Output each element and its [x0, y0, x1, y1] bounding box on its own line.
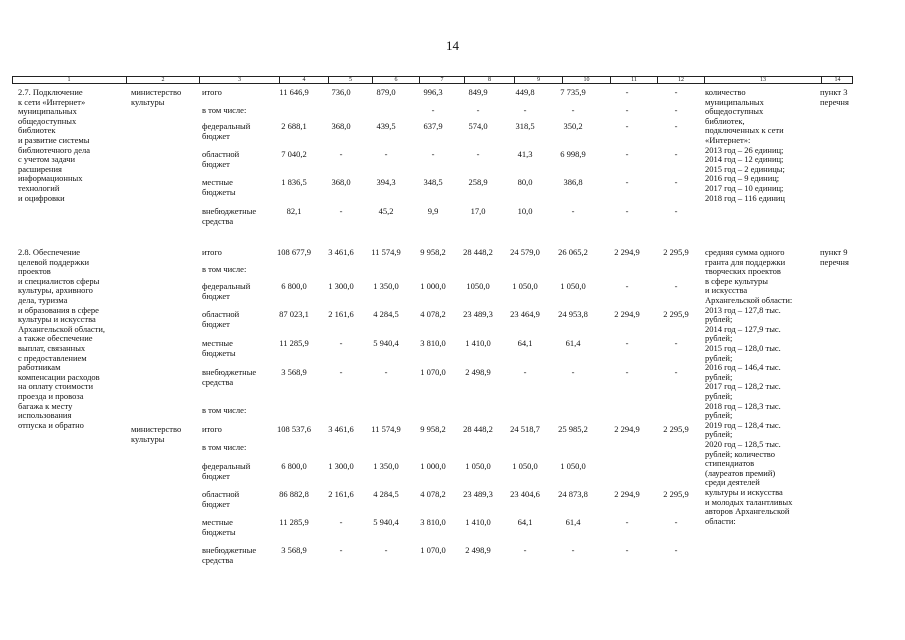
activity-description-line: библиотек [18, 125, 56, 136]
indicator-line: (лауреатов премий) [705, 467, 776, 478]
funding-value-cell: 1 050,0 [512, 281, 538, 291]
funding-value-cell: - [674, 105, 678, 115]
indicator-line: авторов Архангельской [705, 506, 790, 517]
activity-description-line: на оплату стоимости [18, 381, 94, 392]
funding-source-label: бюджет [202, 290, 230, 301]
funding-value-cell: 5 940,4 [373, 338, 399, 348]
indicator-line: 2020 год – 128,5 тыс. [705, 439, 781, 449]
activity-description-line: выплат, связанных [18, 343, 86, 353]
funding-value-cell: 10,0 [517, 206, 533, 216]
funding-value-cell: 2 294,9 [614, 309, 640, 319]
funding-value-cell: 11 285,9 [279, 338, 309, 348]
column-number-3: 3 [199, 77, 279, 83]
funding-value-cell: - [339, 206, 343, 216]
activity-description-line: проезда и провоза [18, 391, 84, 401]
funding-value-cell: 996,3 [423, 87, 443, 97]
funding-value-cell: 28 448,2 [463, 247, 493, 257]
funding-value-cell: 4 078,2 [420, 489, 446, 499]
funding-value-cell: 23 464,9 [510, 309, 540, 319]
funding-value-cell: 879,0 [376, 87, 396, 97]
funding-value-cell: - [571, 105, 575, 115]
funding-source-label: местные [202, 177, 233, 187]
funding-value-cell: - [384, 149, 388, 159]
funding-value-cell: 11 574,9 [371, 247, 401, 257]
column-number-5: 5 [328, 77, 372, 83]
funding-value-cell: 1 410,0 [465, 338, 491, 348]
executor-line: культуры [131, 96, 165, 107]
funding-value-cell: 2 295,9 [663, 489, 689, 499]
funding-source-label: итого [202, 247, 222, 257]
funding-value-cell: 41,3 [517, 149, 533, 159]
funding-value-cell: 3 568,9 [281, 545, 307, 555]
indicator-line: среди деятелей [705, 477, 760, 488]
activity-description-line: использования [18, 410, 72, 421]
funding-value-cell: - [339, 545, 343, 555]
funding-value-cell: - [625, 545, 629, 555]
funding-value-cell: 368,0 [331, 121, 351, 131]
funding-value-cell: 1 000,0 [420, 281, 446, 291]
activity-description-line: дела, туризма [18, 295, 68, 305]
funding-value-cell: 7 735,9 [560, 87, 586, 97]
funding-value-cell: 3 810,0 [420, 517, 446, 527]
funding-value-cell: 1 836,5 [281, 177, 307, 187]
funding-value-cell: 9,9 [427, 206, 439, 216]
funding-value-cell: 449,8 [515, 87, 535, 97]
funding-value-cell: 17,0 [470, 206, 486, 216]
activity-description-line: багажа к месту [18, 400, 73, 411]
funding-value-cell: 24 579,0 [510, 247, 540, 257]
activity-description-line: информационных [18, 173, 83, 184]
funding-value-cell: 23 404,6 [510, 489, 540, 499]
funding-value-cell: - [674, 517, 678, 527]
activity-description-line: и образования в сфере [18, 304, 99, 315]
indicator-line: «Интернет»: [705, 135, 751, 145]
funding-value-cell: 736,0 [331, 87, 351, 97]
funding-value-cell: 1 350,0 [373, 281, 399, 291]
funding-value-cell: - [674, 121, 678, 131]
funding-value-cell: 3 461,6 [328, 424, 354, 434]
funding-value-cell: 350,2 [563, 121, 583, 131]
activity-description-line: культуры и искусства [18, 314, 96, 325]
funding-value-cell: - [571, 367, 575, 377]
funding-value-cell: - [625, 206, 629, 216]
funding-value-cell: 1 300,0 [328, 461, 354, 471]
funding-source-label: бюджет [202, 498, 230, 509]
funding-value-cell: - [476, 149, 480, 159]
funding-value-cell: 348,5 [423, 177, 443, 187]
activity-description-line: и специалистов сферы [18, 275, 100, 286]
funding-value-cell: 9 958,2 [420, 247, 446, 257]
indicator-line: 2019 год – 128,4 тыс. [705, 419, 781, 430]
indicator-line: рублей; [705, 410, 733, 421]
funding-value-cell: - [674, 367, 678, 377]
funding-source-label: средства [202, 376, 234, 387]
activity-description-line: к сети «Интернет» [18, 96, 86, 107]
funding-source-label: бюджеты [202, 347, 236, 358]
reference-line: перечня [820, 256, 849, 267]
funding-value-cell: 394,3 [376, 177, 396, 187]
activity-description-line: Архангельской области, [18, 323, 106, 334]
funding-source-label: в том числе: [202, 105, 247, 115]
funding-source-label: в том числе: [202, 442, 247, 452]
funding-value-cell: - [431, 149, 435, 159]
funding-source-label: федеральный [202, 281, 251, 291]
funding-value-cell: - [523, 105, 527, 115]
funding-value-cell: 2 295,9 [663, 309, 689, 319]
funding-value-cell: - [625, 105, 629, 115]
funding-value-cell: 4 078,2 [420, 309, 446, 319]
funding-value-cell: 4 284,5 [373, 489, 399, 499]
funding-value-cell: 1 070,0 [420, 367, 446, 377]
funding-value-cell: - [674, 338, 678, 348]
column-number-2: 2 [126, 77, 199, 83]
funding-value-cell: - [339, 338, 343, 348]
reference-line: пункт 9 [820, 247, 848, 257]
funding-value-cell: 108 677,9 [277, 247, 311, 257]
column-number-1: 1 [67, 77, 71, 83]
page-number: 14 [446, 38, 459, 53]
funding-value-cell: 3 461,6 [328, 247, 354, 257]
funding-value-cell: - [476, 105, 480, 115]
funding-value-cell: 64,1 [517, 338, 533, 348]
indicator-line: рублей; [705, 333, 733, 344]
column-number-14: 14 [821, 77, 853, 83]
funding-value-cell: 1 050,0 [560, 461, 586, 471]
funding-value-cell: 87 023,1 [279, 309, 309, 319]
funding-value-cell: 25 985,2 [558, 424, 588, 434]
funding-value-cell: 23 489,3 [463, 309, 493, 319]
indicator-line: библиотек, [705, 115, 745, 126]
funding-source-label: областной [202, 149, 240, 159]
indicator-line: рублей; [705, 391, 733, 401]
executor-line: министерство [131, 424, 182, 434]
funding-value-cell: 28 448,2 [463, 424, 493, 434]
funding-value-cell: 6 800,0 [281, 461, 307, 471]
funding-value-cell: - [674, 87, 678, 97]
funding-source-label: бюджет [202, 158, 230, 169]
funding-source-label: местные [202, 517, 233, 527]
indicator-line: подключенных к сети [705, 125, 784, 136]
activity-description-line: 2.8. Обеспечение [18, 247, 81, 257]
funding-value-cell: - [625, 177, 629, 187]
funding-value-cell: 1 070,0 [420, 545, 446, 555]
funding-value-cell: 61,4 [565, 517, 581, 527]
funding-value-cell: 4 284,5 [373, 309, 399, 319]
funding-value-cell: 2 295,9 [663, 247, 689, 257]
indicator-line: общедоступных [705, 106, 764, 117]
funding-value-cell: 3 568,9 [281, 367, 307, 377]
indicator-line: гранта для поддержки [705, 256, 786, 267]
funding-value-cell: - [674, 206, 678, 216]
funding-value-cell: - [523, 545, 527, 555]
funding-source-label: областной [202, 309, 240, 319]
indicator-line: рублей; [705, 429, 733, 440]
funding-source-label: федеральный [202, 461, 251, 471]
activity-description-line: муниципальных [18, 106, 77, 117]
funding-value-cell: 9 958,2 [420, 424, 446, 434]
reference-line: пункт 3 [820, 87, 848, 97]
funding-value-cell: 86 882,8 [279, 489, 309, 499]
funding-value-cell: 1 050,0 [465, 461, 491, 471]
funding-source-label: бюджеты [202, 186, 236, 197]
funding-value-cell: 1 050,0 [512, 461, 538, 471]
funding-value-cell: 849,9 [468, 87, 488, 97]
funding-value-cell: 2 688,1 [281, 121, 307, 131]
funding-value-cell: 24 518,7 [510, 424, 540, 434]
column-number-8: 8 [464, 77, 514, 83]
funding-value-cell: 2 161,6 [328, 489, 354, 499]
indicator-line: творческих проектов [705, 266, 781, 277]
funding-value-cell: 2 294,9 [614, 489, 640, 499]
indicator-line: 2013 год – 127,8 тыс. [705, 304, 781, 315]
funding-value-cell: - [674, 281, 678, 291]
indicator-line: культуры и искусства [705, 487, 783, 497]
funding-source-label: бюджет [202, 318, 230, 329]
activity-description-line: отпуска и обратно [18, 419, 84, 430]
activity-description-line: а также обеспечение [18, 333, 93, 344]
funding-value-cell: 2 498,9 [465, 545, 491, 555]
activity-description-line: и оцифровки [18, 192, 65, 203]
funding-value-cell: - [674, 545, 678, 555]
indicator-line: Архангельской области: [705, 295, 793, 305]
indicator-line: 2015 год – 2 единицы; [705, 163, 785, 174]
activity-description-line: с учетом задачи [18, 154, 76, 165]
indicator-line: 2018 год – 116 единиц [705, 192, 785, 203]
funding-value-cell: 2 294,9 [614, 247, 640, 257]
funding-source-label: средства [202, 215, 234, 226]
funding-value-cell: 108 537,6 [277, 424, 311, 434]
executor-line: министерство [131, 87, 182, 97]
funding-value-cell: 7 040,2 [281, 149, 307, 159]
funding-value-cell: 24 873,8 [558, 489, 588, 499]
funding-source-label: внебюджетные [202, 545, 257, 555]
indicator-line: 2017 год – 10 единиц; [705, 183, 784, 193]
funding-value-cell: 26 065,2 [558, 247, 588, 257]
funding-value-cell: 5 940,4 [373, 517, 399, 527]
funding-source-label: внебюджетные [202, 367, 257, 377]
indicator-line: области: [705, 515, 736, 526]
funding-source-label: внебюджетные [202, 206, 257, 216]
funding-value-cell: 64,1 [517, 517, 533, 527]
indicator-line: 2015 год – 128,0 тыс. [705, 343, 781, 353]
indicator-line: рублей; количество [705, 448, 776, 459]
column-number-11: 11 [610, 77, 657, 83]
funding-value-cell: - [625, 121, 629, 131]
funding-value-cell: 439,5 [376, 121, 396, 131]
activity-description-line: библиотечного дела [18, 144, 91, 155]
funding-value-cell: 2 295,9 [663, 424, 689, 434]
indicator-line: стипендиатов [705, 458, 755, 469]
funding-value-cell: - [384, 545, 388, 555]
funding-value-cell: - [339, 367, 343, 377]
funding-value-cell: 45,2 [378, 206, 394, 216]
funding-value-cell: 386,8 [563, 177, 583, 187]
funding-value-cell: - [339, 517, 343, 527]
funding-value-cell: 258,9 [468, 177, 488, 187]
indicator-line: средняя сумма одного [705, 247, 785, 257]
activity-description-line: расширения [18, 163, 62, 174]
indicator-line: муниципальных [705, 96, 764, 107]
column-number-6: 6 [372, 77, 419, 83]
funding-value-cell: - [571, 206, 575, 216]
activity-description-line: работникам [18, 362, 61, 373]
funding-value-cell: 23 489,3 [463, 489, 493, 499]
indicator-line: количество [705, 87, 746, 97]
indicator-line: 2014 год – 127,9 тыс. [705, 323, 781, 334]
activity-description-line: целевой поддержки [18, 256, 89, 267]
funding-value-cell: 61,4 [565, 338, 581, 348]
reference-line: перечня [820, 96, 849, 107]
funding-source-label: в том числе: [202, 264, 247, 274]
indicator-line: в сфере культуры [705, 275, 768, 286]
funding-source-label: итого [202, 87, 222, 97]
funding-value-cell: 11 285,9 [279, 517, 309, 527]
funding-value-cell: - [431, 105, 435, 115]
funding-value-cell: - [674, 177, 678, 187]
funding-source-label: итого [202, 424, 222, 434]
column-number-12: 12 [657, 77, 704, 83]
funding-value-cell: - [674, 149, 678, 159]
funding-value-cell: 368,0 [331, 177, 351, 187]
activity-description-line: технологий [18, 183, 60, 193]
activity-description-line: с предоставлением [18, 352, 87, 363]
funding-value-cell: 1 410,0 [465, 517, 491, 527]
indicator-line: 2014 год – 12 единиц; [705, 154, 784, 165]
executor-line: культуры [131, 433, 165, 444]
indicator-line: 2016 год – 9 единиц; [705, 173, 780, 184]
funding-source-label: областной [202, 489, 240, 499]
funding-value-cell: 11 574,9 [371, 424, 401, 434]
activity-description-line: культуры, архивного [18, 285, 93, 296]
funding-value-cell: - [625, 149, 629, 159]
indicator-line: и искусства [705, 285, 748, 296]
funding-source-label: бюджет [202, 130, 230, 141]
funding-value-cell: - [571, 545, 575, 555]
activity-description-line: проектов [18, 266, 51, 277]
funding-value-cell: 637,9 [423, 121, 443, 131]
table-column-number-header [12, 76, 853, 84]
funding-value-cell: - [339, 149, 343, 159]
funding-value-cell: - [625, 338, 629, 348]
funding-value-cell: 80,0 [517, 177, 533, 187]
funding-value-cell: 24 953,8 [558, 309, 588, 319]
funding-value-cell: 2 498,9 [465, 367, 491, 377]
funding-value-cell: - [625, 281, 629, 291]
funding-source-label: в том числе: [202, 405, 247, 415]
funding-source-label: бюджеты [202, 526, 236, 537]
activity-description-line: общедоступных [18, 115, 77, 126]
column-number-10: 10 [562, 77, 610, 83]
funding-value-cell: - [384, 367, 388, 377]
funding-value-cell: 6 800,0 [281, 281, 307, 291]
funding-value-cell: 1 050,0 [560, 281, 586, 291]
column-number-9: 9 [514, 77, 562, 83]
indicator-line: рублей; [705, 371, 733, 382]
funding-value-cell: - [523, 367, 527, 377]
indicator-line: и молодых талантливых [705, 496, 793, 507]
funding-value-cell: - [625, 87, 629, 97]
funding-value-cell: 3 810,0 [420, 338, 446, 348]
activity-description-line: компенсации расходов [18, 371, 100, 382]
funding-source-label: бюджет [202, 470, 230, 481]
activity-description-line: и развитие системы [18, 135, 90, 145]
funding-value-cell: 1 000,0 [420, 461, 446, 471]
indicator-line: рублей; [705, 314, 733, 325]
funding-value-cell: 6 998,9 [560, 149, 586, 159]
activity-description-line: 2.7. Подключение [18, 87, 83, 97]
indicator-line: рублей; [705, 352, 733, 363]
indicator-line: 2018 год – 128,3 тыс. [705, 400, 781, 411]
indicator-line: 2016 год – 146,4 тыс. [705, 362, 781, 373]
column-number-13: 13 [704, 77, 821, 83]
funding-value-cell: - [625, 367, 629, 377]
funding-value-cell: - [625, 517, 629, 527]
funding-value-cell: 1 300,0 [328, 281, 354, 291]
indicator-line: 2013 год – 26 единиц; [705, 144, 784, 155]
funding-value-cell: 82,1 [286, 206, 302, 216]
column-number-4: 4 [279, 77, 328, 83]
column-number-7: 7 [419, 77, 464, 83]
funding-value-cell: 318,5 [515, 121, 535, 131]
funding-source-label: местные [202, 338, 233, 348]
funding-value-cell: 2 161,6 [328, 309, 354, 319]
funding-value-cell: 2 294,9 [614, 424, 640, 434]
funding-value-cell: 574,0 [468, 121, 488, 131]
funding-value-cell: 1050,0 [466, 281, 490, 291]
funding-value-cell: 1 350,0 [373, 461, 399, 471]
indicator-line: 2017 год – 128,2 тыс. [705, 381, 781, 392]
funding-value-cell: 11 646,9 [279, 87, 309, 97]
funding-source-label: средства [202, 554, 234, 565]
funding-source-label: федеральный [202, 121, 251, 131]
